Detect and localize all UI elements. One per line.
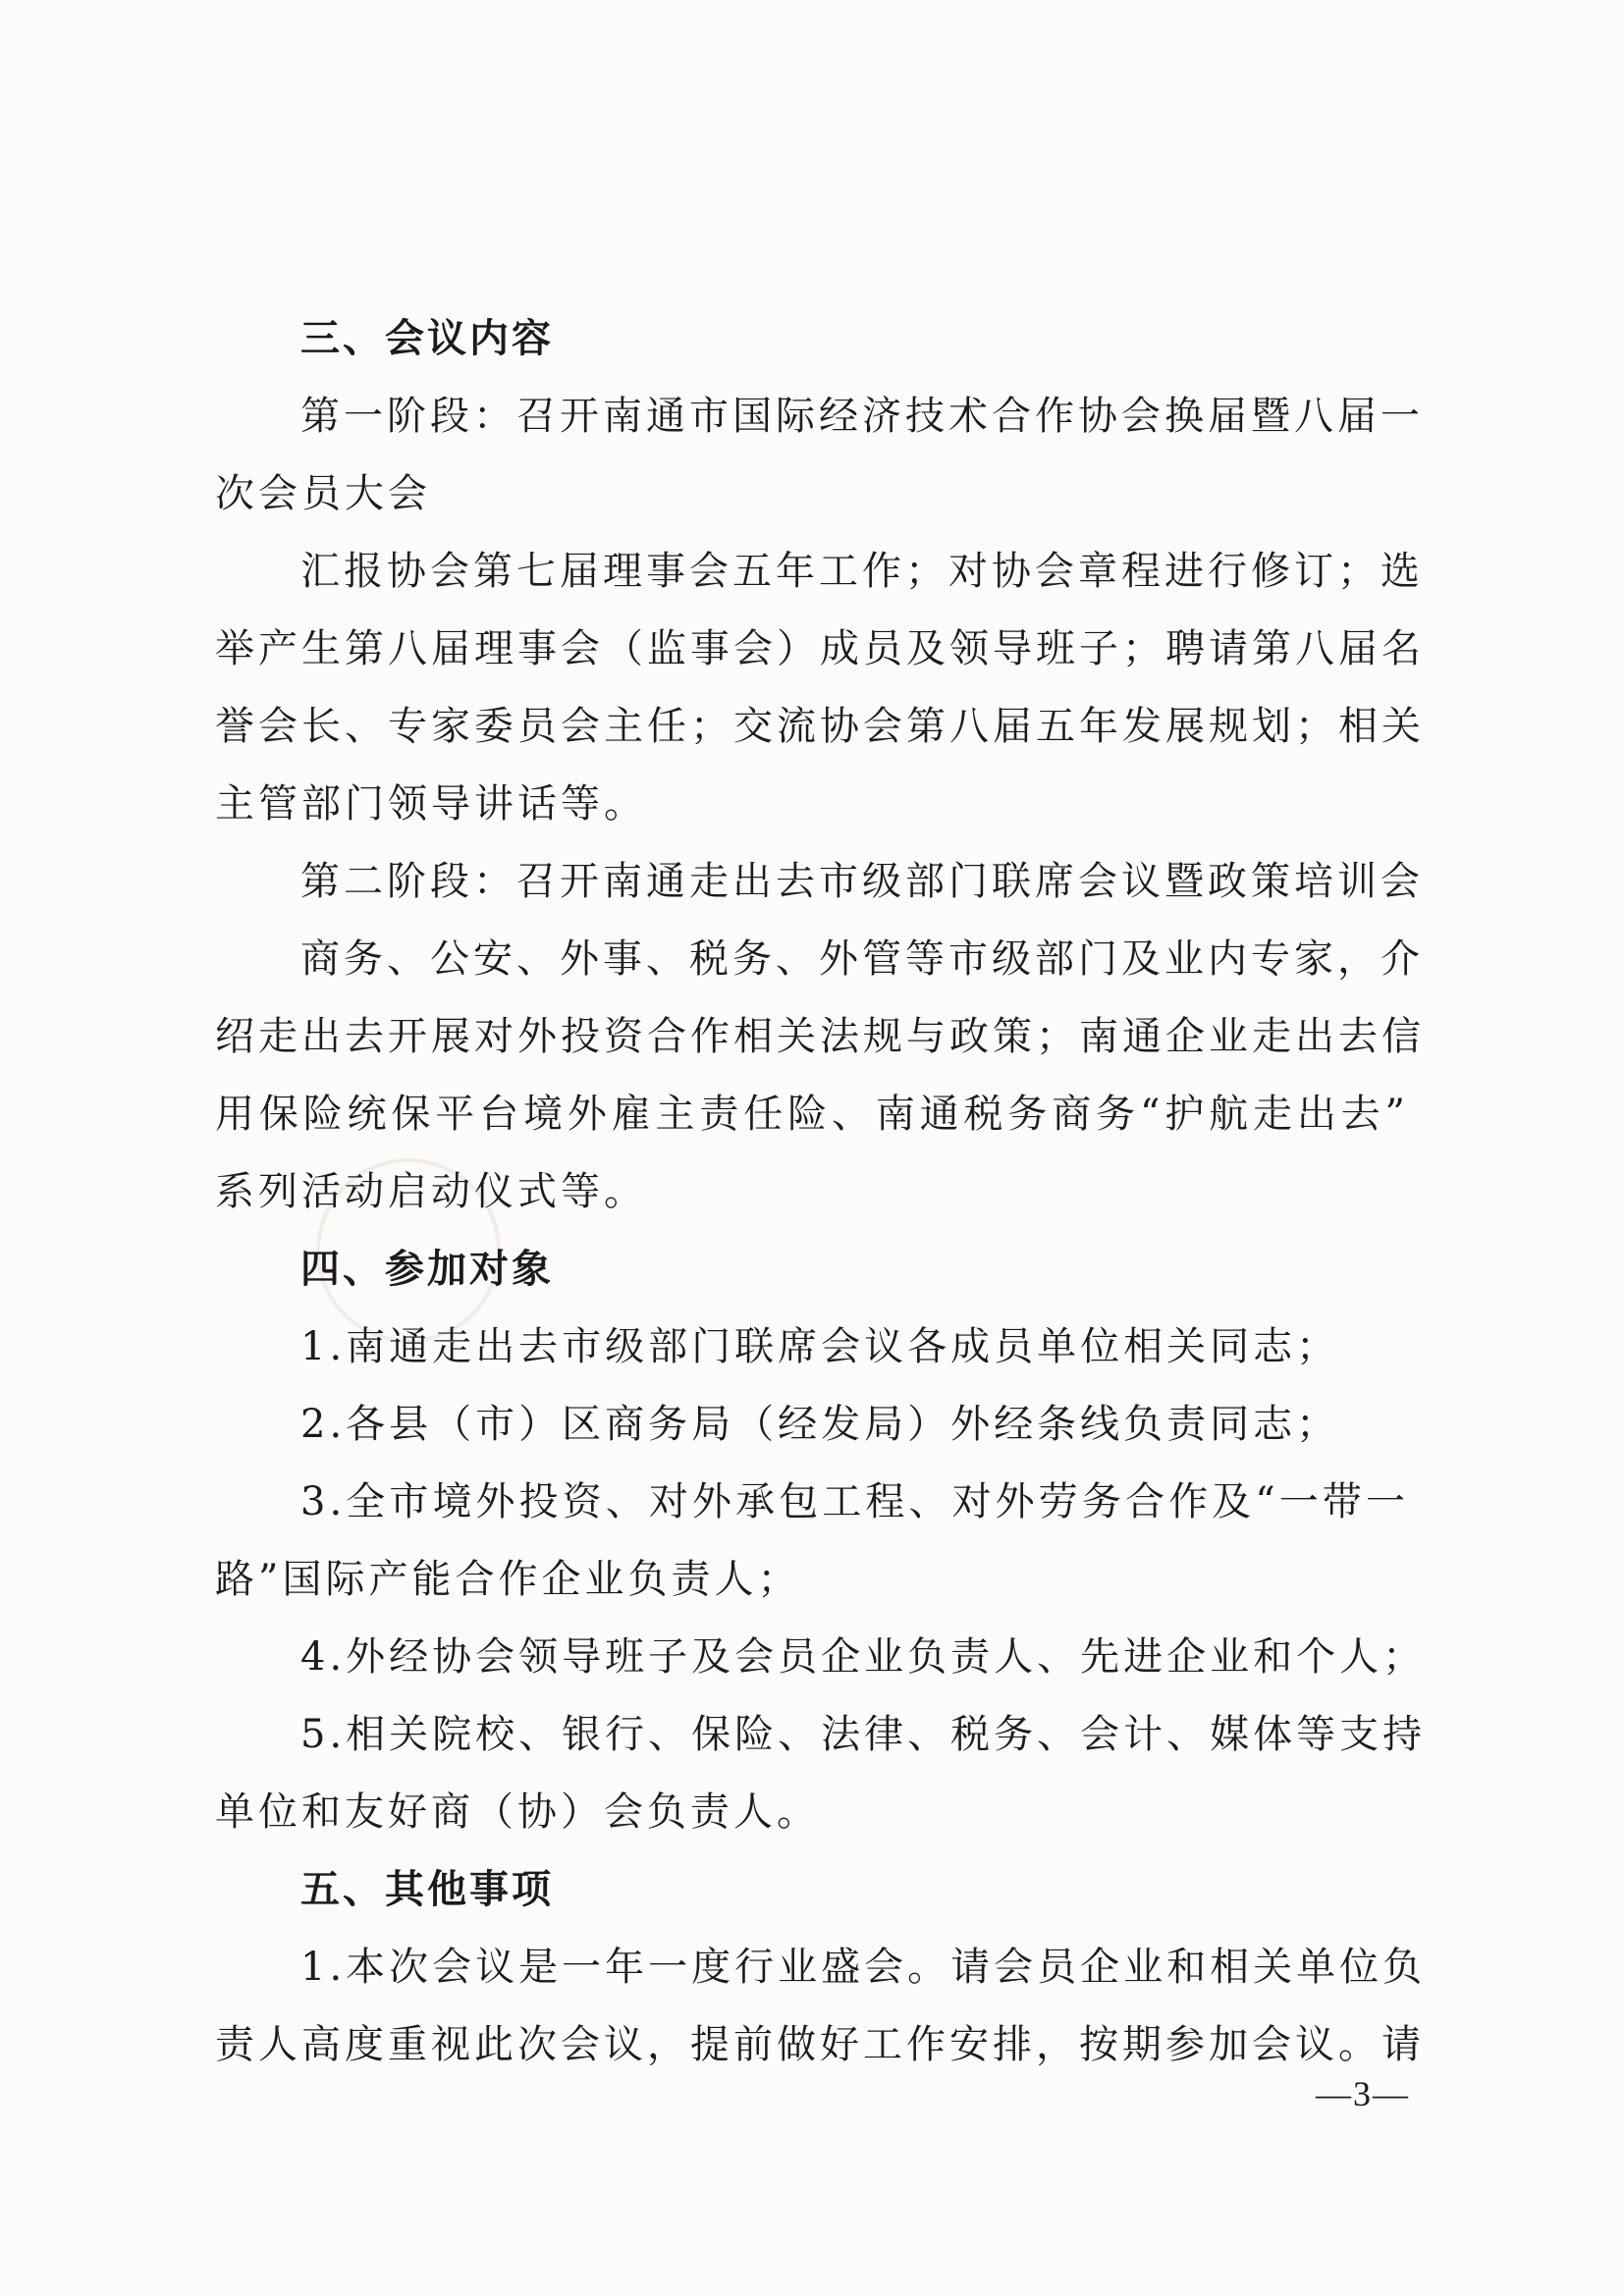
paragraph-line: 誉会长、专家委员会主任；交流协会第八届五年发展规划；相关 bbox=[215, 704, 1425, 749]
paragraph-line: 1.本次会议是一年一度行业盛会。请会员企业和相关单位负 bbox=[300, 1945, 1427, 1990]
paragraph-line: 3.全市境外投资、对外承包工程、对外劳务合作及“一带一 bbox=[300, 1479, 1409, 1524]
document-body bbox=[215, 300, 1427, 2084]
paragraph-line: 汇报协会第七届理事会五年工作；对协会章程进行修订；选 bbox=[300, 549, 1424, 594]
paragraph-line: 商务、公安、外事、税务、外管等市级部门及业内专家，介 bbox=[300, 936, 1424, 982]
paragraph-line: 系列活动启动仪式等。 bbox=[215, 1169, 647, 1214]
paragraph-line: 主管部门领导讲话等。 bbox=[215, 781, 647, 827]
paragraph-line: 举产生第八届理事会（监事会）成员及领导班子；聘请第八届名 bbox=[215, 626, 1425, 671]
section-heading: 五、其他事项 bbox=[300, 1867, 554, 1912]
paragraph-line: 次会员大会 bbox=[215, 471, 431, 516]
paragraph-line: 用保险统保平台境外雇主责任险、南通税务商务“护航走出去” bbox=[215, 1092, 1409, 1137]
paragraph-line: 路”国际产能合作企业负责人； bbox=[215, 1557, 801, 1602]
paragraph-line: 5.相关院校、银行、保险、法律、税务、会计、媒体等支持 bbox=[300, 1712, 1427, 1757]
paragraph-line: 2.各县（市）区商务局（经发局）外经条线负责同志； bbox=[300, 1402, 1340, 1447]
paragraph-line: 绍走出去开展对外投资合作相关法规与政策；南通企业走出去信 bbox=[215, 1014, 1425, 1059]
paragraph-line: 第二阶段：召开南通走出去市级部门联席会议暨政策培训会 bbox=[300, 859, 1424, 904]
section-heading: 四、参加对象 bbox=[300, 1247, 554, 1292]
paragraph-line: 1.南通走出去市级部门联席会议各成员单位相关同志； bbox=[300, 1324, 1340, 1369]
paragraph-line: 第一阶段：召开南通市国际经济技术合作协会换届暨八届一 bbox=[300, 394, 1424, 439]
page-number: —3— bbox=[1316, 2074, 1410, 2113]
paragraph-line: 4.外经协会领导班子及会员企业负责人、先进企业和个人； bbox=[300, 1634, 1427, 1680]
paragraph-line: 单位和友好商（协）会负责人。 bbox=[215, 1789, 820, 1835]
section-heading: 三、会议内容 bbox=[300, 316, 554, 361]
paragraph-line: 责人高度重视此次会议，提前做好工作安排，按期参加会议。请 bbox=[215, 2022, 1425, 2067]
